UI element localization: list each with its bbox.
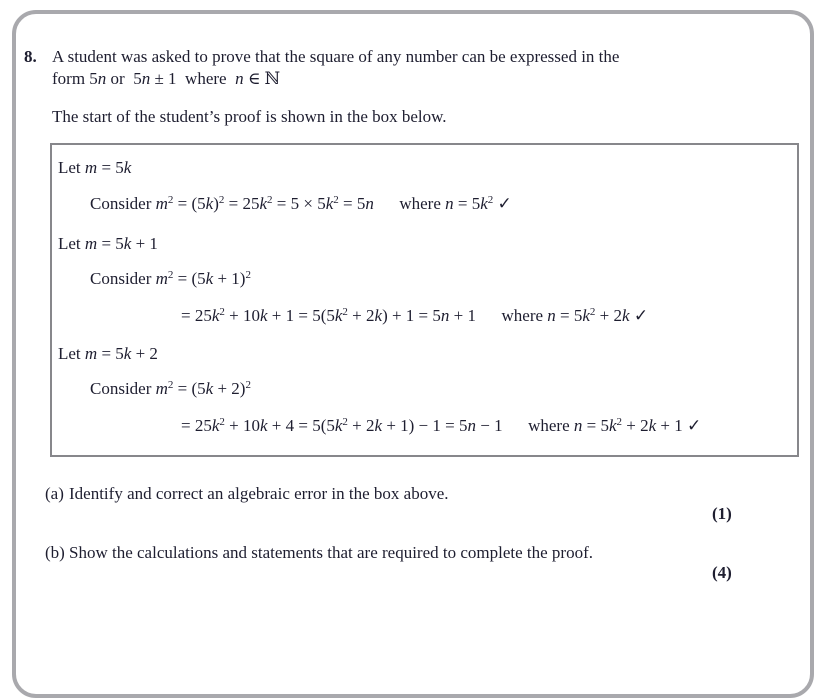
question-intro-line1: A student was asked to prove that the square of any number can be expressed in the [52,47,620,66]
part-a-text: Identify and correct an algebraic error in the box above. [69,484,449,503]
proof-line-let-5k: Let m = 5k [58,158,132,177]
proof-line-expand-5k2: = $25k^2 + 10k + 4 = 5(5k^2 + 2k + 1) - 1 = 5n - 1$ where $n = 5k^2 + 2k + 1$ ✓ [181,416,702,435]
proof-line-consider-5k: Consider $m^2 = (5k)^2 = 25k^2 = 5 \times 5k^2 = 5n$ where $n = 5k^2$ ✓ [90,194,512,213]
proof-box-intro: The start of the student’s proof is shown in the box below. [52,107,447,126]
part-b-text: Show the calculations and statements that are required to complete the proof. [69,543,593,562]
proof-line-let-5k1: Let m = 5k + 1 [58,234,158,253]
proof-line-consider-5k1: Consider $m^2 = (5k + 1)^2$ [90,269,251,288]
part-b-label: (b) [45,543,65,562]
proof-box [50,143,799,457]
part-b-marks: (4) [712,563,732,582]
part-a-marks: (1) [712,504,732,523]
question-intro-line2: form 5n or 5n ± 1 where n ∈ ℕ [52,69,281,88]
proof-line-consider-5k2: Consider $m^2 = (5k + 2)^2$ [90,379,251,398]
proof-line-let-5k2: Let m = 5k + 2 [58,344,158,363]
proof-line-expand-5k1: = $25k^2 + 10k + 1 = 5(5k^2 + 2k) + 1 = 5n + 1$ where $n = 5k^2 + 2k$ ✓ [181,306,649,325]
part-a-label: (a) [45,484,64,503]
question-number: 8. [24,47,37,66]
